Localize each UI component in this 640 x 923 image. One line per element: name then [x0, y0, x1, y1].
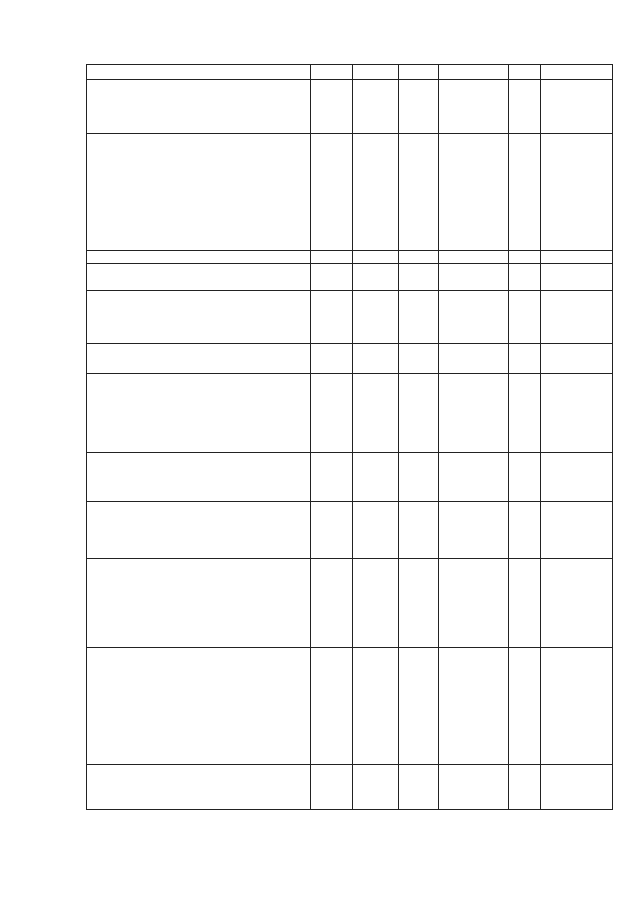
table-cell — [439, 264, 509, 291]
table-cell — [87, 251, 311, 264]
table-cell — [541, 251, 613, 264]
table-cell — [353, 251, 399, 264]
table-row — [87, 648, 613, 765]
table-cell — [87, 453, 311, 502]
table-cell — [399, 765, 439, 810]
table-cell — [439, 65, 509, 80]
table-row — [87, 264, 613, 291]
table-cell — [399, 559, 439, 648]
table-cell — [399, 134, 439, 251]
table-cell — [353, 648, 399, 765]
table-cell — [509, 264, 541, 291]
table-cell — [439, 374, 509, 453]
table-cell — [87, 134, 311, 251]
table-cell — [399, 453, 439, 502]
table-cell — [311, 65, 353, 80]
table-cell — [439, 502, 509, 559]
table-cell — [541, 765, 613, 810]
table-cell — [311, 374, 353, 453]
table-cell — [399, 264, 439, 291]
table-cell — [509, 374, 541, 453]
table-cell — [439, 134, 509, 251]
table-cell — [311, 344, 353, 374]
table-cell — [311, 264, 353, 291]
table-row — [87, 765, 613, 810]
table-row — [87, 374, 613, 453]
table-cell — [509, 134, 541, 251]
table-cell — [311, 765, 353, 810]
table-cell — [87, 502, 311, 559]
table-cell — [87, 374, 311, 453]
table-row — [87, 502, 613, 559]
table-row — [87, 134, 613, 251]
table-row — [87, 65, 613, 80]
table-cell — [353, 291, 399, 344]
table-cell — [87, 344, 311, 374]
table-cell — [509, 648, 541, 765]
table-cell — [509, 344, 541, 374]
table-cell — [541, 648, 613, 765]
table-cell — [399, 291, 439, 344]
table-cell — [509, 291, 541, 344]
table-cell — [311, 134, 353, 251]
table-cell — [311, 502, 353, 559]
table-cell — [439, 453, 509, 502]
table-cell — [541, 80, 613, 134]
table-cell — [509, 502, 541, 559]
table-cell — [353, 765, 399, 810]
table-cell — [541, 264, 613, 291]
table-cell — [541, 344, 613, 374]
table-cell — [353, 80, 399, 134]
table-cell — [87, 264, 311, 291]
table-cell — [311, 648, 353, 765]
table-cell — [509, 453, 541, 502]
table-cell — [399, 344, 439, 374]
table-cell — [311, 453, 353, 502]
table-cell — [87, 80, 311, 134]
table-cell — [353, 134, 399, 251]
table-cell — [87, 765, 311, 810]
table-cell — [311, 559, 353, 648]
table-cell — [439, 251, 509, 264]
table-cell — [353, 65, 399, 80]
table-cell — [439, 344, 509, 374]
table-cell — [541, 502, 613, 559]
table-cell — [439, 80, 509, 134]
table-cell — [87, 559, 311, 648]
table-cell — [541, 291, 613, 344]
table-cell — [87, 648, 311, 765]
table-cell — [509, 251, 541, 264]
table-row — [87, 80, 613, 134]
table-cell — [311, 291, 353, 344]
table-row — [87, 559, 613, 648]
table-row — [87, 291, 613, 344]
table-cell — [399, 648, 439, 765]
table-cell — [541, 65, 613, 80]
table-cell — [353, 559, 399, 648]
table-cell — [399, 65, 439, 80]
table-cell — [311, 251, 353, 264]
table-row — [87, 453, 613, 502]
table-row — [87, 344, 613, 374]
table-row — [87, 251, 613, 264]
table-cell — [353, 453, 399, 502]
table-cell — [439, 291, 509, 344]
table-cell — [87, 65, 311, 80]
table-cell — [541, 559, 613, 648]
table-cell — [541, 134, 613, 251]
table-cell — [353, 264, 399, 291]
table-cell — [439, 765, 509, 810]
table-cell — [541, 374, 613, 453]
table-cell — [311, 80, 353, 134]
table-cell — [439, 648, 509, 765]
table-cell — [353, 374, 399, 453]
table-cell — [509, 80, 541, 134]
table-cell — [399, 251, 439, 264]
budget-table — [86, 64, 613, 810]
table-cell — [509, 765, 541, 810]
table-cell — [353, 502, 399, 559]
table-cell — [353, 344, 399, 374]
table-cell — [399, 80, 439, 134]
table-cell — [541, 453, 613, 502]
table-cell — [439, 559, 509, 648]
table-cell — [87, 291, 311, 344]
table-cell — [399, 374, 439, 453]
table-cell — [509, 559, 541, 648]
table-cell — [399, 502, 439, 559]
table-cell — [509, 65, 541, 80]
